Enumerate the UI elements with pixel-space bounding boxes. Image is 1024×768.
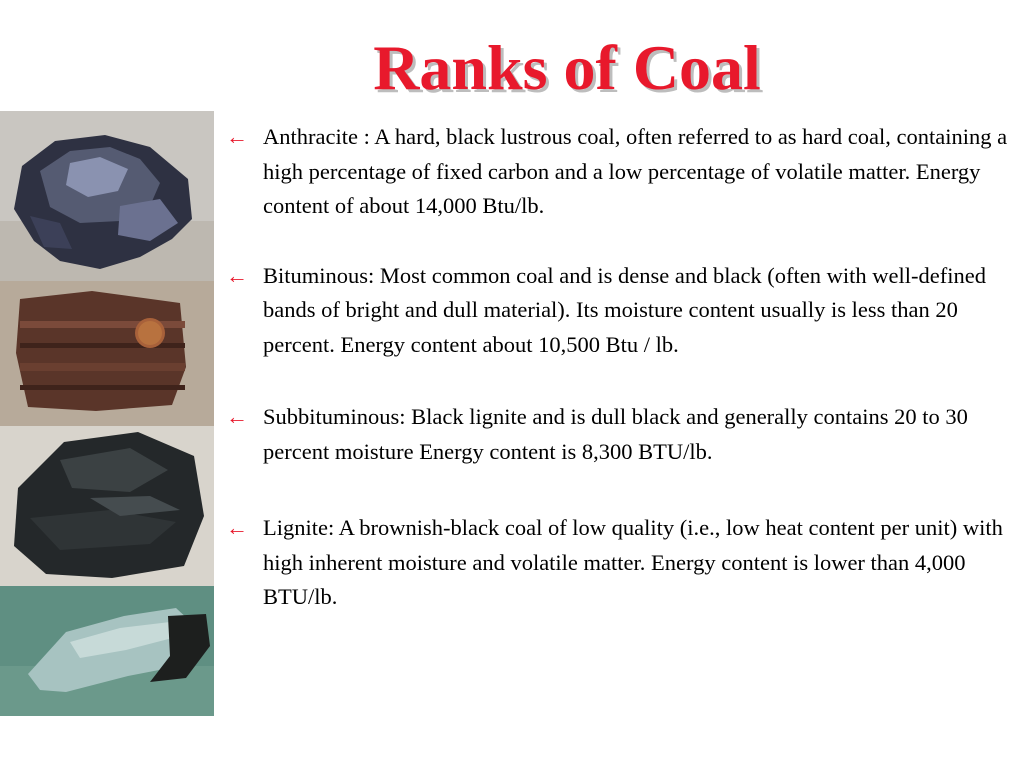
subbituminous-text: Subbituminous: Black lignite and is dull black and generally contains 20 to 30 percent moisture Energy content is 8,300 BTU/lb. — [263, 404, 968, 464]
bituminous-text: Bituminous: Most common coal and is dense and black (often with well-defined bands of bright and dull material). Its moisture content usually is less than 20 percent. Energy content about 10,500 Btu / lb. — [263, 262, 986, 357]
arrow-left-icon: ← — [226, 404, 248, 429]
subbituminous-photo — [0, 426, 214, 586]
list-item — [226, 400, 1016, 469]
anthracite-text: Anthracite : A hard, black lustrous coal, often referred to as hard coal, containing a high percentage of fixed carbon and a low percentage of volatile matter. Energy content of about 14,000 Btu/lb. — [263, 124, 1008, 218]
list-item — [226, 511, 1016, 615]
anthracite-photo — [0, 111, 214, 281]
slide-title: Ranks of Coal — [373, 32, 761, 103]
arrow-left-icon: ← — [226, 262, 248, 288]
arrow-left-icon: ← — [226, 515, 248, 540]
lignite-text: Lignite: A brownish-black coal of low quality (i.e., low heat content per unit) with high inherent moisture and volatile matter. Energy content is lower than 4,000 BTU/lb. — [263, 515, 1003, 609]
arrow-left-icon: ← — [226, 124, 248, 149]
bituminous-photo — [0, 281, 214, 426]
lignite-photo — [0, 586, 214, 716]
list-item — [226, 259, 1016, 363]
coal-photo-column — [0, 111, 214, 716]
list-item — [226, 120, 1016, 224]
coal-rank-list — [226, 120, 1016, 615]
